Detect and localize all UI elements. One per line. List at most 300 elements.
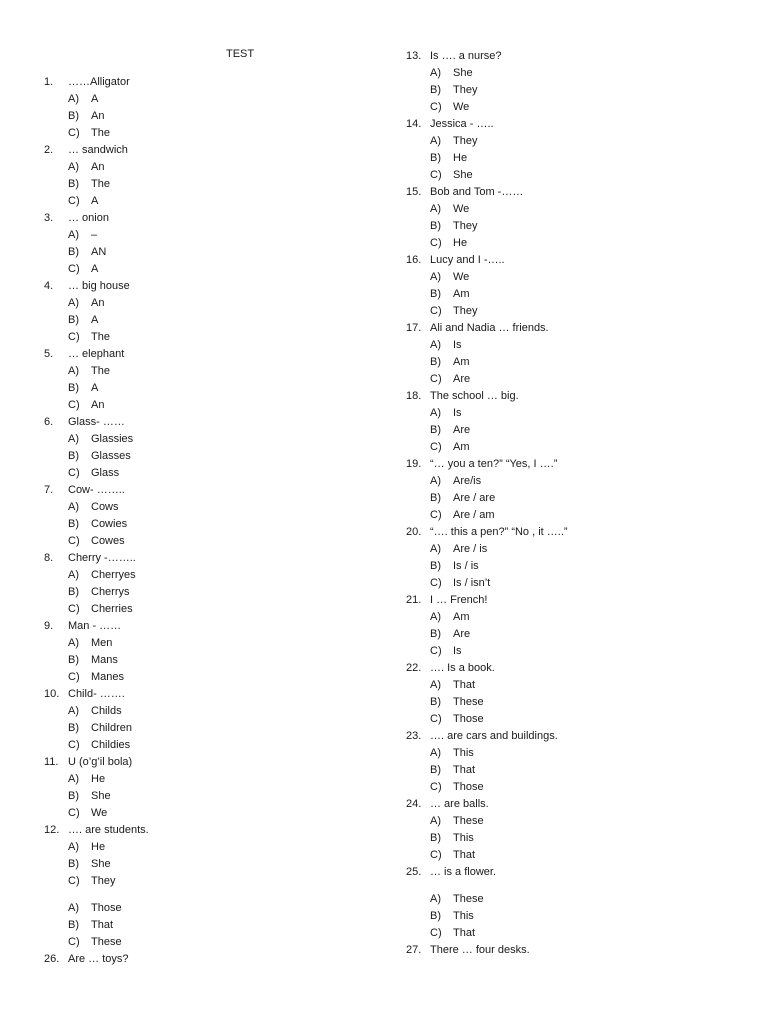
question-number: 7. [44,484,54,496]
question-number: 18. [406,390,422,402]
answer-option[interactable] [406,405,568,422]
option-text: An [91,399,105,411]
option-letter: B) [68,246,79,258]
option-text: Cows [91,501,119,513]
question-line [44,414,149,431]
answer-option[interactable] [44,720,149,737]
question-number: 3. [44,212,54,224]
option-text: These [453,893,484,905]
option-letter: C) [430,713,442,725]
answer-option[interactable] [406,677,568,694]
question-text: Ali and Nadia … friends. [430,322,549,334]
answer-option[interactable] [44,856,149,873]
option-letter: A) [68,501,79,513]
answer-option[interactable] [406,286,568,303]
answer-option[interactable] [44,261,149,278]
answer-option[interactable] [406,303,568,320]
option-letter: B) [430,832,441,844]
question-number: 9. [44,620,54,632]
option-text: Is [453,645,462,657]
question-line [406,184,568,201]
option-letter: C) [430,305,442,317]
question-text: U (o’g’il bola) [68,756,133,768]
answer-option[interactable] [406,779,568,796]
option-letter: C) [430,101,442,113]
question-number: 24. [406,798,422,810]
answer-option[interactable] [406,490,568,507]
option-text: Glass [91,467,120,479]
option-text: Cherrys [91,586,130,598]
option-text: Is [453,407,462,419]
answer-option[interactable] [406,891,568,908]
question-number: 21. [406,594,422,606]
answer-option[interactable] [44,108,149,125]
answer-option[interactable] [44,584,149,601]
answer-option[interactable] [406,337,568,354]
answer-option[interactable] [406,473,568,490]
option-letter: C) [430,849,442,861]
option-text: They [453,305,478,317]
option-letter: A) [430,611,441,623]
option-text: Are [453,373,471,385]
option-text: These [453,815,484,827]
answer-option[interactable] [44,363,149,380]
answer-option[interactable] [44,788,149,805]
question-line [44,210,149,227]
option-text: Mans [91,654,118,666]
option-text: Cherries [91,603,133,615]
option-letter: C) [68,399,80,411]
answer-option[interactable] [44,465,149,482]
option-text: The [91,365,110,377]
question-line [406,524,568,541]
option-letter: B) [68,110,79,122]
option-text: An [91,297,105,309]
question-line [406,660,568,677]
option-letter: A) [68,229,79,241]
option-letter: B) [430,152,441,164]
right-column [406,48,568,959]
option-letter: C) [430,169,442,181]
answer-option[interactable] [44,176,149,193]
question-line [406,864,568,881]
answer-option[interactable] [406,371,568,388]
answer-option[interactable] [406,65,568,82]
answer-option[interactable] [44,533,149,550]
question-number: 10. [44,688,60,700]
answer-option[interactable] [44,669,149,686]
answer-option[interactable] [44,380,149,397]
answer-option[interactable] [44,771,149,788]
option-letter: A) [430,339,441,351]
question-line [44,754,149,771]
option-text: She [91,790,111,802]
option-text: She [453,169,473,181]
page-title: TEST [226,48,255,60]
option-text: We [453,203,470,215]
question-number: 25. [406,866,422,878]
question-number: 6. [44,416,54,428]
option-text: Am [453,288,470,300]
answer-option[interactable] [406,813,568,830]
answer-option[interactable] [44,125,149,142]
option-text: Are/is [453,475,482,487]
option-text: This [453,747,474,759]
option-letter: B) [430,764,441,776]
answer-option[interactable] [406,133,568,150]
option-letter: A) [430,893,441,905]
option-letter: C) [430,927,442,939]
answer-option[interactable] [406,439,568,456]
option-letter: A) [430,679,441,691]
option-letter: B) [68,382,79,394]
answer-option[interactable] [44,295,149,312]
option-letter: A) [68,433,79,445]
question-text: …. Is a book. [430,662,495,674]
option-text: That [453,849,476,861]
option-letter: B) [430,84,441,96]
option-letter: B) [68,790,79,802]
answer-option[interactable] [44,431,149,448]
option-text: Am [453,441,470,453]
option-text: We [91,807,108,819]
question-number: 5. [44,348,54,360]
question-number: 26. [44,953,60,965]
option-letter: B) [430,628,441,640]
option-letter: A) [430,67,441,79]
option-text: Is / isn’t [453,577,491,589]
option-text: The [91,331,110,343]
option-text: These [453,696,484,708]
spacer [44,890,149,900]
option-letter: C) [68,671,80,683]
answer-option[interactable] [406,847,568,864]
question-text: “… you a ten?” “Yes, I ….” [430,458,558,470]
question-number: 4. [44,280,54,292]
answer-option[interactable] [406,201,568,218]
question-line [44,74,149,91]
answer-option[interactable] [406,167,568,184]
question-text: There … four desks. [430,944,530,956]
option-text: Cherryes [91,569,136,581]
question-text: Are … toys? [68,953,129,965]
option-text: – [91,229,98,241]
question-text: Cherry -…….. [68,552,136,564]
answer-option[interactable] [406,235,568,252]
option-letter: C) [68,807,80,819]
option-letter: C) [68,467,80,479]
option-text: That [453,764,476,776]
question-line [44,346,149,363]
answer-option[interactable] [44,917,149,934]
question-text: I … French! [430,594,488,606]
answer-option[interactable] [406,82,568,99]
question-text: … onion [68,212,109,224]
question-text: Lucy and I -….. [430,254,505,266]
option-letter: B) [430,356,441,368]
option-letter: B) [430,560,441,572]
answer-option[interactable] [406,422,568,439]
answer-option[interactable] [406,541,568,558]
option-text: Are / is [453,543,488,555]
answer-option[interactable] [44,193,149,210]
option-letter: C) [68,875,80,887]
answer-option[interactable] [406,643,568,660]
option-text: AN [91,246,107,258]
option-letter: B) [430,492,441,504]
option-letter: B) [430,910,441,922]
question-text: … are balls. [430,798,489,810]
question-line [406,252,568,269]
option-letter: B) [68,518,79,530]
answer-option[interactable] [44,516,149,533]
option-letter: A) [430,475,441,487]
option-text: We [453,271,470,283]
answer-option[interactable] [406,558,568,575]
option-letter: A) [430,815,441,827]
answer-option[interactable] [406,694,568,711]
answer-option[interactable] [44,873,149,890]
option-text: An [91,110,105,122]
answer-option[interactable] [406,609,568,626]
option-letter: B) [68,178,79,190]
answer-option[interactable] [406,218,568,235]
question-number: 16. [406,254,422,266]
question-number: 12. [44,824,60,836]
answer-option[interactable] [406,908,568,925]
answer-option[interactable] [406,711,568,728]
question-line [406,388,568,405]
question-text: “…. this a pen?” “No , it …..” [430,526,568,538]
option-text: They [453,220,478,232]
option-letter: A) [68,569,79,581]
question-number: 15. [406,186,422,198]
option-text: They [453,135,478,147]
question-line [406,456,568,473]
answer-option[interactable] [44,652,149,669]
option-text: Those [453,781,484,793]
option-letter: A) [68,705,79,717]
option-letter: C) [430,373,442,385]
option-letter: B) [430,288,441,300]
option-letter: B) [68,450,79,462]
question-line [44,142,149,159]
option-text: This [453,832,474,844]
option-text: She [453,67,473,79]
answer-option[interactable] [406,269,568,286]
question-line [406,592,568,609]
option-text: Children [91,722,132,734]
option-text: Cowies [91,518,128,530]
option-letter: B) [68,314,79,326]
question-text: The school … big. [430,390,519,402]
option-text: Childs [91,705,122,717]
answer-option[interactable] [44,159,149,176]
option-text: She [91,858,111,870]
question-number: 17. [406,322,422,334]
option-letter: C) [430,441,442,453]
option-letter: A) [430,747,441,759]
answer-option[interactable] [406,150,568,167]
option-text: That [453,927,476,939]
option-text: That [453,679,476,691]
option-text: A [91,93,99,105]
question-text: … elephant [68,348,125,360]
option-text: Are / am [453,509,495,521]
option-letter: C) [68,739,80,751]
option-text: Glassies [91,433,134,445]
option-text: Are [453,424,471,436]
answer-option[interactable] [44,805,149,822]
option-text: Is / is [453,560,479,572]
option-text: The [91,127,110,139]
question-line [406,320,568,337]
option-text: Those [453,713,484,725]
option-text: Those [91,902,122,914]
answer-option[interactable] [44,737,149,754]
answer-option[interactable] [406,507,568,524]
option-letter: C) [68,263,80,275]
option-letter: B) [68,858,79,870]
option-letter: C) [430,577,442,589]
option-text: Glasses [91,450,131,462]
option-letter: C) [430,509,442,521]
question-text: … big house [68,280,130,292]
question-number: 13. [406,50,422,62]
option-letter: C) [430,237,442,249]
answer-option[interactable] [44,329,149,346]
question-line [406,116,568,133]
question-text: Man - …… [68,620,122,632]
option-letter: A) [68,773,79,785]
option-letter: B) [68,586,79,598]
option-letter: A) [430,407,441,419]
question-line [406,796,568,813]
answer-option[interactable] [406,925,568,942]
option-text: These [91,936,122,948]
answer-option[interactable] [406,762,568,779]
option-letter: A) [68,161,79,173]
answer-option[interactable] [44,934,149,951]
question-number: 1. [44,76,54,88]
answer-option[interactable] [44,499,149,516]
answer-option[interactable] [44,397,149,414]
answer-option[interactable] [44,244,149,261]
question-text: …. are students. [68,824,149,836]
question-line [44,822,149,839]
option-letter: A) [68,365,79,377]
option-letter: B) [68,919,79,931]
question-text: ……Alligator [68,76,130,88]
question-text: … is a flower. [430,866,497,878]
option-text: Manes [91,671,125,683]
question-line [406,728,568,745]
option-text: Am [453,611,470,623]
option-letter: B) [430,424,441,436]
option-text: He [453,152,468,164]
option-text: A [91,382,99,394]
question-number: 22. [406,662,422,674]
option-text: Is [453,339,462,351]
question-number: 11. [44,756,59,768]
question-number: 2. [44,144,54,156]
option-letter: C) [68,603,80,615]
answer-option[interactable] [406,830,568,847]
option-letter: B) [430,696,441,708]
answer-option[interactable] [44,448,149,465]
option-text: Cowes [91,535,125,547]
spacer [406,881,568,891]
option-text: Am [453,356,470,368]
question-text: Child- ……. [68,688,125,700]
answer-option[interactable] [406,745,568,762]
question-number: 20. [406,526,422,538]
question-number: 14. [406,118,422,130]
question-number: 23. [406,730,422,742]
answer-option[interactable] [44,601,149,618]
answer-option[interactable] [44,635,149,652]
question-line [44,686,149,703]
option-text: Are [453,628,471,640]
answer-option[interactable] [406,626,568,643]
answer-option[interactable] [406,575,568,592]
option-text: Men [91,637,113,649]
option-letter: A) [68,902,79,914]
answer-option[interactable] [44,703,149,720]
option-text: A [91,314,99,326]
option-text: He [91,773,106,785]
option-letter: C) [68,195,80,207]
option-text: That [91,919,114,931]
answer-option[interactable] [44,91,149,108]
option-text: We [453,101,470,113]
option-text: A [91,195,99,207]
answer-option[interactable] [44,900,149,917]
question-text: Bob and Tom -…… [430,186,524,198]
question-line [44,278,149,295]
option-letter: C) [68,331,80,343]
option-letter: C) [68,936,80,948]
question-text: Jessica - ….. [430,118,494,130]
answer-option[interactable] [406,99,568,116]
answer-option[interactable] [406,354,568,371]
question-text: Is …. a nurse? [430,50,502,62]
answer-option[interactable] [44,839,149,856]
question-text: Glass- …… [68,416,125,428]
option-text: Childies [91,739,131,751]
option-letter: A) [68,841,79,853]
option-text: Are / are [453,492,496,504]
answer-option[interactable] [44,312,149,329]
question-line [44,482,149,499]
option-letter: C) [430,781,442,793]
option-letter: B) [68,654,79,666]
question-text: …. are cars and buildings. [430,730,558,742]
answer-option[interactable] [44,567,149,584]
option-text: They [453,84,478,96]
question-line [44,951,149,968]
option-text: A [91,263,99,275]
option-text: This [453,910,474,922]
option-letter: A) [430,543,441,555]
option-letter: C) [68,127,80,139]
option-letter: A) [430,135,441,147]
option-text: An [91,161,105,173]
option-letter: B) [68,722,79,734]
option-text: He [453,237,468,249]
answer-option[interactable] [44,227,149,244]
left-column [44,74,149,968]
